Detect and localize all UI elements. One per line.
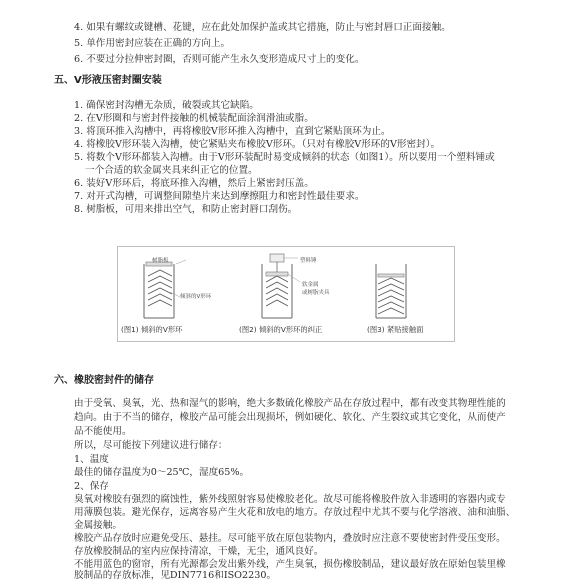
figure-2-label-mid1: 软金属	[302, 282, 319, 288]
list-item: 6. 装好V形环后，将底环推入沟槽，然后上紧密封压盖。	[74, 178, 314, 189]
list-item: 4. 如果有螺纹或键槽、花键，应在此处加保护盖或其它措施，防止与密封唇口正面接触。	[74, 22, 451, 33]
list-item: 2. 在V形圈和与密封件接触的机械装配面涂润滑油或脂。	[74, 113, 314, 124]
paragraph-line: 存放橡胶制品的室内应保持清凉，干燥，无尘，通风良好。	[74, 546, 324, 557]
paragraph-line: 金属接触。	[74, 520, 122, 531]
figure-1-label-side: 倾斜的V形环	[180, 294, 212, 300]
list-item: 6. 不要过分拉伸密封圈，否则可能产生永久变形造成尺寸上的变化。	[74, 54, 365, 65]
figure-1-label-top: 树脂板	[152, 258, 169, 264]
list-item: 8. 树脂板，可用来排出空气，和防止密封唇口刮伤。	[74, 204, 298, 215]
paragraph-line: 最佳的储存温度为0～25℃，湿度65%。	[74, 467, 250, 478]
list-item: 一个合适的软金属夹具来纠正它的位置。	[85, 165, 258, 176]
paragraph-line: 趋向。由于不当的储存，橡胶产品可能会出现损坏，例如硬化、软化、产生裂纹或其它变化，从而使产	[74, 412, 506, 423]
paragraph-line: 所以，尽可能按下列建议进行储存：	[74, 440, 228, 451]
paragraph-line: 胶制品的存放标准，见DIN7716和ISO2230。	[74, 570, 277, 581]
list-item: 7. 对开式沟槽，可调整间隙垫片来达到摩擦阻力和密封性最佳要求。	[74, 191, 365, 202]
paragraph-line: 由于受氧、臭氧，光、热和湿气的影响，绝大多数硫化橡胶产品在存放过程中，都有改变其物理性能的	[74, 398, 506, 409]
section-heading: 五、V形液压密封圈安装	[54, 75, 162, 86]
paragraph-line: 不能用蓝色的窗帘，所有光源都会发出紫外线，产生臭氧，损伤橡胶制品，建议最好放在原始包装里橡	[74, 559, 506, 570]
paragraph-line: 1、温度	[74, 454, 109, 465]
figure-2-caption: (图2) 倾斜的V形环的纠正	[239, 325, 323, 334]
list-item: 1. 确保密封沟槽无杂质，破裂或其它缺陷。	[74, 100, 259, 111]
list-item: 5. 单作用密封应装在正确的方向上。	[74, 38, 231, 49]
paragraph-line: 品不能使用。	[74, 426, 132, 437]
section-heading: 六、橡胶密封件的储存	[54, 375, 154, 386]
paragraph-line: 臭氧对橡胶有强烈的腐蚀性，紫外线照射容易使橡胶老化。故尽可能将橡胶件放入非透明的容器内或专	[74, 494, 506, 505]
paragraph-line: 2、保存	[74, 481, 109, 492]
figure-2-label-mid2: 或树脂夹具	[302, 290, 330, 296]
paragraph-line: 用薄膜包装。避光保存，远离容易产生火花和放电的地方。存放过程中尤其不要与化学溶液、油和油脂、	[74, 507, 516, 518]
list-item: 4. 将橡胶V形环装入沟槽，使它紧贴夹布橡胶V形环。（只对有橡胶V形环的V形密封）。	[74, 139, 441, 150]
list-item: 3. 将顶环推入沟槽中，再将橡胶V形环推入沟槽中，直到它紧贴顶环为止。	[74, 126, 391, 137]
list-item: 5. 将数个V形环都装入沟槽。由于V形环装配时易变成倾斜的状态（如图1）。所以要用一个塑料锤或	[74, 152, 495, 163]
figure-1-drawing	[140, 252, 200, 322]
figure-3-drawing	[372, 252, 422, 322]
paragraph-line: 橡胶产品存放时应避免受压、悬挂。尽可能平放在原包装物内，叠放时应注意不要使密封件受压变形。	[74, 533, 506, 544]
figure-2-label-top: 塑料锤	[300, 258, 317, 264]
figure-1-caption: (图1) 倾斜的V形环	[121, 325, 183, 334]
figure-3-caption: (图3) 紧贴接触面	[367, 325, 424, 334]
